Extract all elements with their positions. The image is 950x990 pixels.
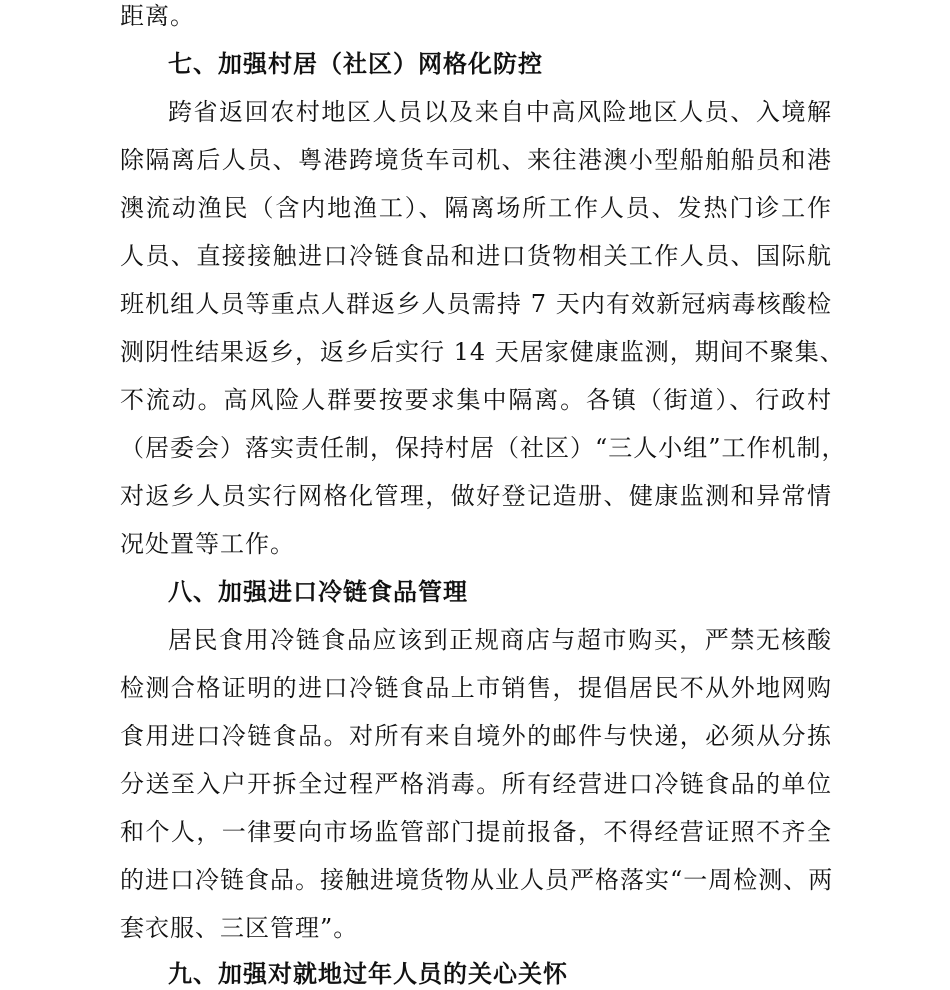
section-7-line: 澳流动渔民（含内地渔工）、隔离场所工作人员、发热门诊工作: [120, 194, 832, 222]
section-7-line: 人员、直接接触进口冷链食品和进口货物相关工作人员、国际航: [120, 242, 832, 270]
section-8-heading: 八、加强进口冷链食品管理: [168, 578, 468, 606]
section-7-line: 测阴性结果返乡，返乡后实行 14 天居家健康监测，期间不聚集、: [120, 338, 845, 366]
section-8-line: 套衣服、三区管理”。: [120, 914, 359, 942]
section-7-line: 不流动。高风险人群要按要求集中隔离。各镇（街道）、行政村: [120, 386, 832, 414]
section-8-line: 检测合格证明的进口冷链食品上市销售，提倡居民不从外地网购: [120, 674, 832, 702]
section-7-heading: 七、加强村居（社区）网格化防控: [168, 50, 543, 78]
section-7-line: 跨省返回农村地区人员以及来自中高风险地区人员、入境解: [168, 98, 832, 126]
paragraph-fragment: 距离。: [120, 2, 195, 30]
section-8-line: 的进口冷链食品。接触进境货物从业人员严格落实“一周检测、两: [120, 866, 834, 894]
section-8-line: 分送至入户开拆全过程严格消毒。所有经营进口冷链食品的单位: [120, 770, 832, 798]
section-7-line: 班机组人员等重点人群返乡人员需持 7 天内有效新冠病毒核酸检: [120, 290, 832, 318]
section-7-line: （居委会）落实责任制，保持村居（社区）“三人小组”工作机制，: [120, 434, 847, 462]
section-9-heading: 九、加强对就地过年人员的关心关怀: [168, 960, 568, 988]
section-8-line: 食用进口冷链食品。对所有来自境外的邮件与快递，必须从分拣: [120, 722, 832, 750]
section-8-line: 居民食用冷链食品应该到正规商店与超市购买，严禁无核酸: [168, 626, 832, 654]
section-7-line: 对返乡人员实行网格化管理，做好登记造册、健康监测和异常情: [120, 482, 832, 510]
section-7-line: 除隔离后人员、粤港跨境货车司机、来往港澳小型船舶船员和港: [120, 146, 832, 174]
section-7-line: 况处置等工作。: [120, 530, 295, 558]
section-8-line: 和个人，一律要向市场监管部门提前报备，不得经营证照不齐全: [120, 818, 832, 846]
